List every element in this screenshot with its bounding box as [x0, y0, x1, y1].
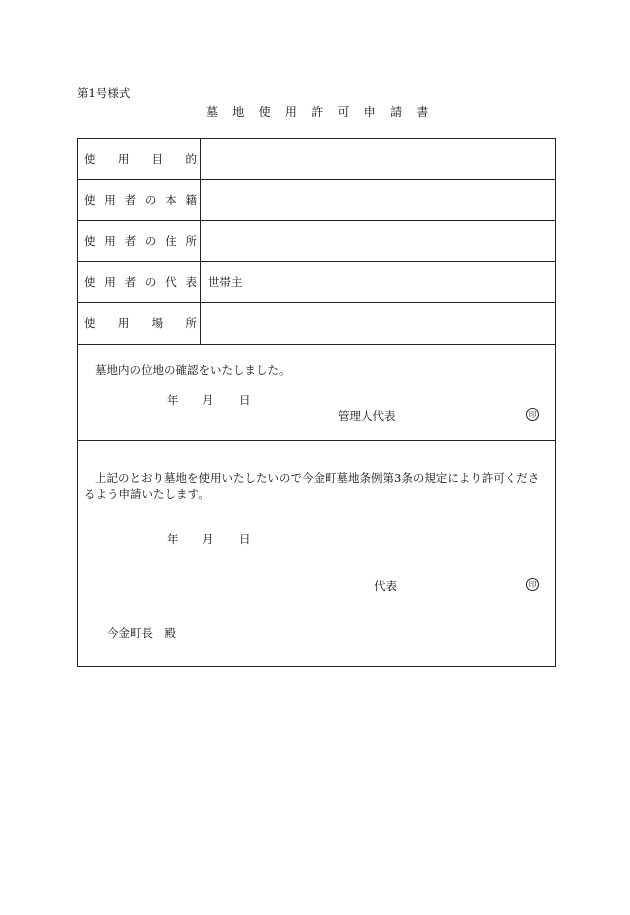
label-cell	[78, 180, 201, 220]
confirmation-date-day: 日	[239, 393, 251, 407]
row-value-representative[interactable]: 世帯主	[208, 275, 243, 289]
row-label-domicile: 使 用 者 の 本 籍	[84, 193, 197, 207]
form-title: 墓地使用許可申請書	[206, 105, 443, 119]
application-date-year: 年	[167, 532, 179, 546]
manager-representative-label: 管理人代表	[338, 409, 396, 423]
application-body-line2: るよう申請いたします。	[84, 487, 210, 501]
row-purpose	[78, 139, 555, 180]
seal-icon: 印	[526, 578, 539, 591]
row-label-purpose: 使 用 目 的	[84, 152, 197, 166]
application-section	[78, 441, 555, 666]
label-cell	[78, 139, 201, 179]
confirmation-date-month: 月	[202, 393, 214, 407]
row-address	[78, 221, 555, 262]
confirmation-text: 墓地内の位地の確認をいたしました。	[95, 363, 291, 377]
row-label-address: 使 用 者 の 住 所	[84, 234, 197, 248]
application-date-day: 日	[239, 532, 251, 546]
row-location	[78, 303, 555, 345]
addressee: 今金町長 殿	[107, 626, 176, 640]
seal-icon: 印	[526, 408, 539, 421]
application-form-table	[77, 138, 556, 667]
label-cell	[78, 262, 201, 302]
representative-label: 代表	[374, 579, 397, 593]
label-cell	[78, 221, 201, 261]
label-cell	[78, 303, 201, 344]
application-date-month: 月	[202, 532, 214, 546]
row-label-location: 使 用 場 所	[84, 316, 197, 330]
confirmation-section	[78, 345, 555, 441]
application-body-line1: 上記のとおり墓地を使用いたしたいので今金町墓地条例第3条の規定により許可くださ	[95, 471, 540, 485]
row-domicile	[78, 180, 555, 221]
confirmation-date-year: 年	[167, 393, 179, 407]
form-number: 第1号様式	[77, 86, 131, 100]
row-label-representative: 使 用 者 の 代 表	[84, 275, 197, 289]
row-representative	[78, 262, 555, 303]
